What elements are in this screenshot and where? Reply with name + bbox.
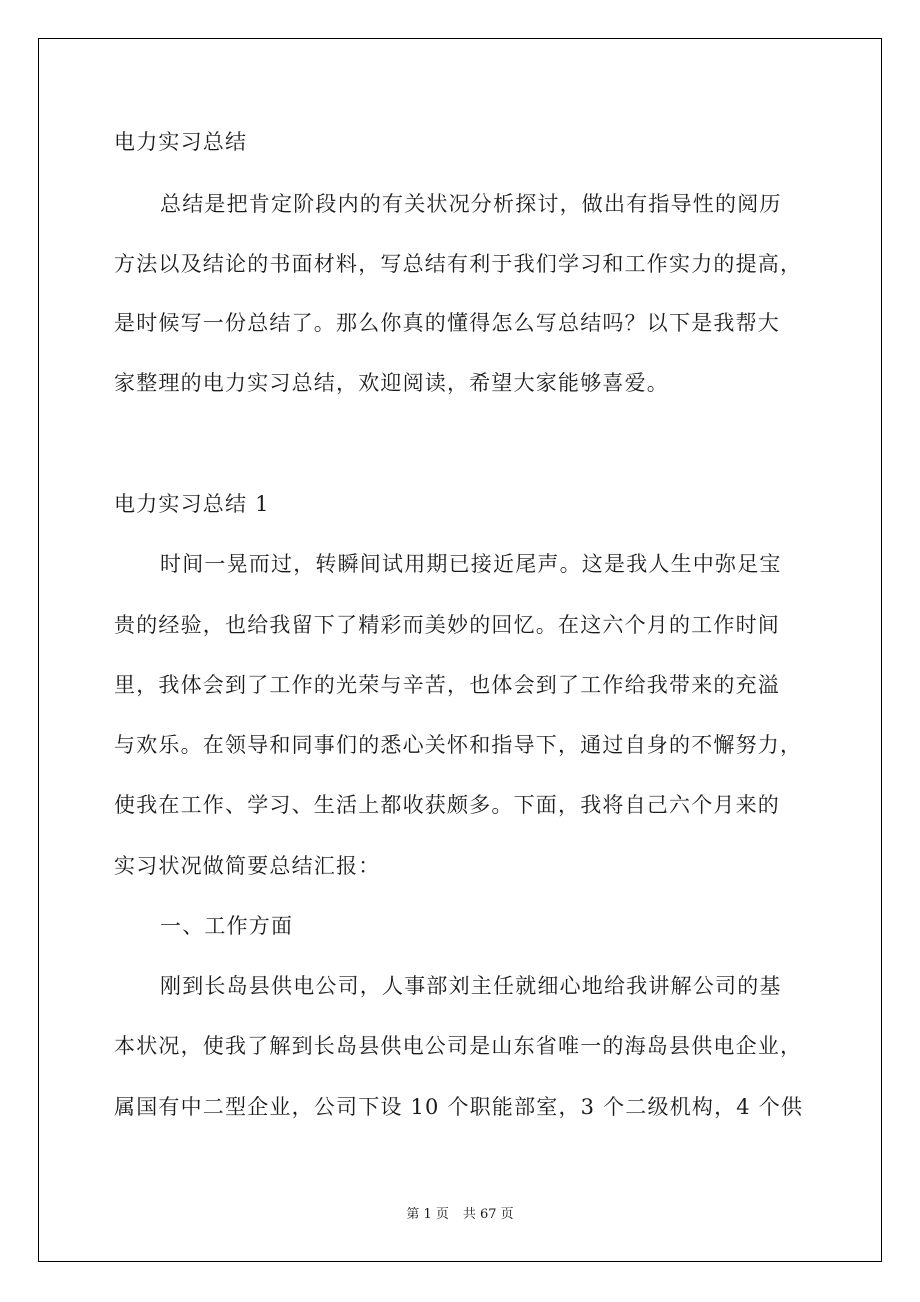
- intro-line: 家整理的电力实习总结，欢迎阅读，希望大家能够喜爱。: [114, 371, 669, 395]
- section-line: 与欢乐。在领导和同事们的悉心关怀和指导下，通过自身的不懈努力，: [114, 733, 803, 757]
- page-number: 第 1 页: [406, 1207, 449, 1222]
- page-footer: [0, 1206, 920, 1224]
- total-pages: 共 67 页: [462, 1207, 514, 1222]
- body-line: 刚到长岛县供电公司，人事部刘主任就细心地给我讲解公司的基: [160, 974, 782, 998]
- intro-line: 方法以及结论的书面材料，写总结有利于我们学习和工作实力的提高，: [114, 252, 803, 276]
- intro-line: 总结是把肯定阶段内的有关状况分析探讨，做出有指导性的阅历: [160, 192, 782, 216]
- section-line: 里，我体会到了工作的光荣与辛苦，也体会到了工作给我带来的充溢: [114, 673, 780, 697]
- section-line: 实习状况做简要总结汇报：: [114, 854, 381, 878]
- section-line: 时间一晃而过，转瞬间试用期已接近尾声。这是我人生中弥足宝: [160, 552, 782, 576]
- section-line: 使我在工作、学习、生活上都收获颇多。下面，我将自己六个月来的: [114, 793, 780, 817]
- document-title: 电力实习总结: [114, 130, 248, 154]
- body-line: 属国有中二型企业，公司下设 10 个职能部室，3 个二级机构，4 个供: [114, 1095, 804, 1119]
- section-line: 贵的经验，也给我留下了精彩而美妙的回忆。在这六个月的工作时间: [114, 613, 780, 637]
- intro-line: 是时候写一份总结了。那么你真的懂得怎么写总结吗？以下是我帮大: [114, 311, 780, 335]
- body-line: 本状况，使我了解到长岛县供电公司是山东省唯一的海岛县供电企业，: [114, 1034, 803, 1058]
- section-title: 电力实习总结 1: [114, 492, 270, 516]
- page-border: [38, 38, 882, 1262]
- subheading: 一、工作方面: [160, 914, 294, 938]
